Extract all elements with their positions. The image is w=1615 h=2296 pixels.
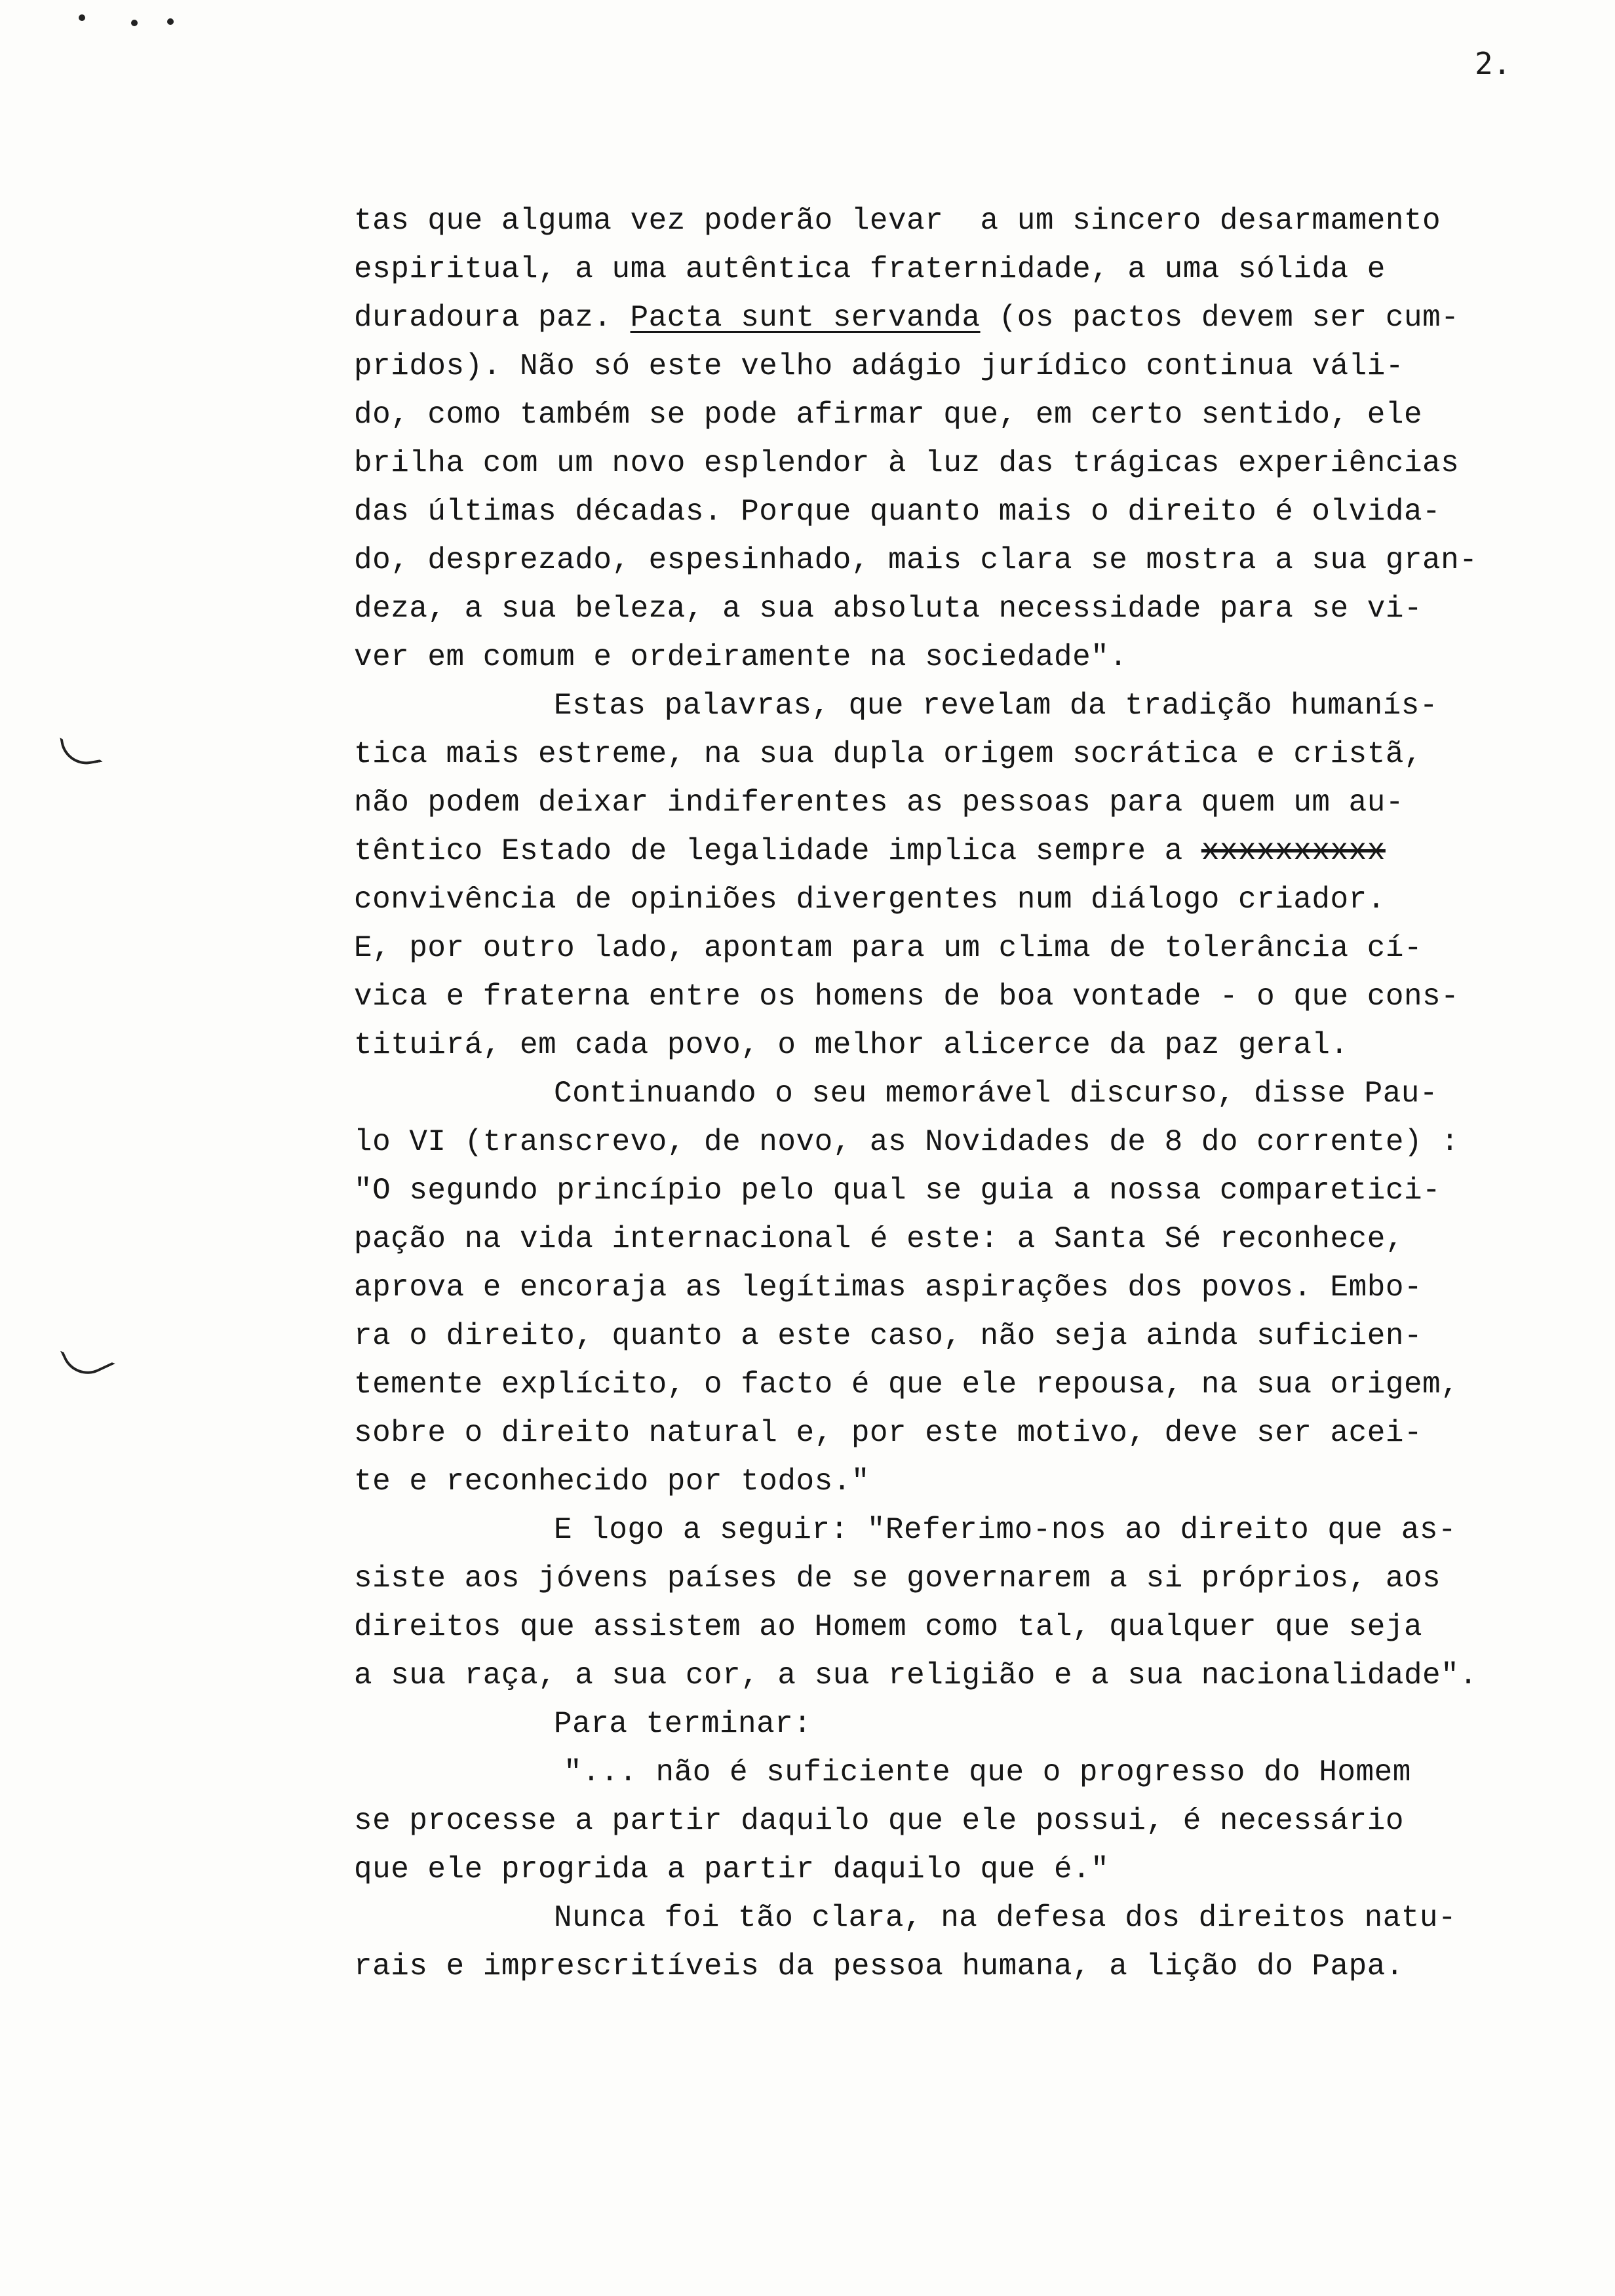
text-line: tituirá, em cada povo, o melhor alicerce da paz geral. — [354, 1028, 1349, 1062]
text-line: "O segundo princípio pelo qual se guia a nossa comparetici- — [354, 1174, 1441, 1208]
text-line: lo VI (transcrevo, de novo, as Novidades de 8 do corrente) : — [354, 1125, 1460, 1159]
text-line: tica mais estreme, na sua dupla origem socrática e cristã, — [354, 737, 1423, 771]
text-line: te e reconhecido por todos." — [354, 1464, 870, 1499]
text-segment: (os pactos devem ser cum — [980, 301, 1441, 335]
text-segment: duradoura paz. — [354, 301, 631, 335]
punch-hole-mark — [60, 1332, 115, 1383]
text-line: do, desprezado, espesinhado, mais clara se mostra a sua gran- — [354, 543, 1478, 577]
text-line: não podem deixar indiferentes as pessoas para quem um au- — [354, 786, 1404, 820]
text-line: temente explícito, o facto é que ele repousa, na sua origem, — [354, 1368, 1460, 1402]
text-segment: têntico Estado de legalidade implica sempre a — [354, 834, 1201, 868]
scan-speck — [131, 20, 138, 26]
text-line: pação na vida internacional é este: a Santa Sé reconhece, — [354, 1222, 1404, 1256]
page-number: 2. — [1475, 46, 1511, 81]
text-line: Para terminar: — [554, 1707, 812, 1741]
scan-speck — [167, 18, 174, 25]
scan-speck — [79, 14, 85, 21]
text-line — [354, 827, 1599, 875]
text-line: espiritual, a uma autêntica fraternidade, a uma sólida e — [354, 252, 1386, 286]
text-line: E logo a seguir: "Referimo-nos ao direito que as- — [554, 1513, 1457, 1547]
text-line: convivência de opiniões divergentes num diálogo criador. — [354, 883, 1386, 917]
text-line: ver em comum e ordeiramente na sociedade". — [354, 640, 1128, 674]
text-line: a sua raça, a sua cor, a sua religião e a sua nacionalidade". — [354, 1658, 1478, 1693]
text-line: pridos). Não só este velho adágio jurídico continua váli- — [354, 349, 1404, 383]
text-line: aprova e encoraja as legítimas aspirações dos povos. Embo- — [354, 1271, 1423, 1305]
text-line: Nunca foi tão clara, na defesa dos direitos natu- — [554, 1901, 1457, 1935]
text-line: das últimas décadas. Porque quanto mais o direito é olvida- — [354, 495, 1441, 529]
text-segment: - — [1441, 301, 1460, 335]
text-line: siste aos jóvens países de se governarem a si próprios, aos — [354, 1561, 1441, 1596]
text-line: rais e imprescritíveis da pessoa humana, a lição do Papa. — [354, 1949, 1404, 1983]
text-line: se processe a partir daquilo que ele possui, é necessário — [354, 1804, 1404, 1838]
text-line: brilha com um novo esplendor à luz das trágicas experiências — [354, 446, 1460, 480]
typed-text-body — [354, 197, 1599, 1991]
text-line: ra o direito, quanto a este caso, não seja ainda suficien- — [354, 1319, 1423, 1353]
text-segment: xxxxxxxxxx — [1201, 834, 1386, 868]
text-line: deza, a sua beleza, a sua absoluta necessidade para se vi- — [354, 592, 1423, 626]
text-line — [354, 294, 1599, 342]
text-line: vica e fraterna entre os homens de boa vontade - o que cons- — [354, 980, 1460, 1014]
text-line: tas que alguma vez poderão levar a um sincero desarmamento — [354, 204, 1441, 238]
text-line: do, como também se pode afirmar que, em certo sentido, ele — [354, 398, 1423, 432]
text-line: que ele progrida a partir daquilo que é." — [354, 1852, 1110, 1886]
text-line: E, por outro lado, apontam para um clima de tolerância cí- — [354, 931, 1423, 965]
text-line: direitos que assistem ao Homem como tal, qualquer que seja — [354, 1610, 1423, 1644]
text-segment: Pacta sunt servanda — [630, 301, 981, 335]
text-line: "... não é suficiente que o progresso do Homem — [564, 1755, 1411, 1789]
text-line: sobre o direito natural e, por este motivo, deve ser acei- — [354, 1416, 1423, 1450]
punch-hole-mark — [60, 731, 102, 768]
text-line: Continuando o seu memorável discurso, disse Pau- — [554, 1077, 1439, 1111]
text-line: Estas palavras, que revelam da tradição humanís- — [554, 689, 1439, 723]
